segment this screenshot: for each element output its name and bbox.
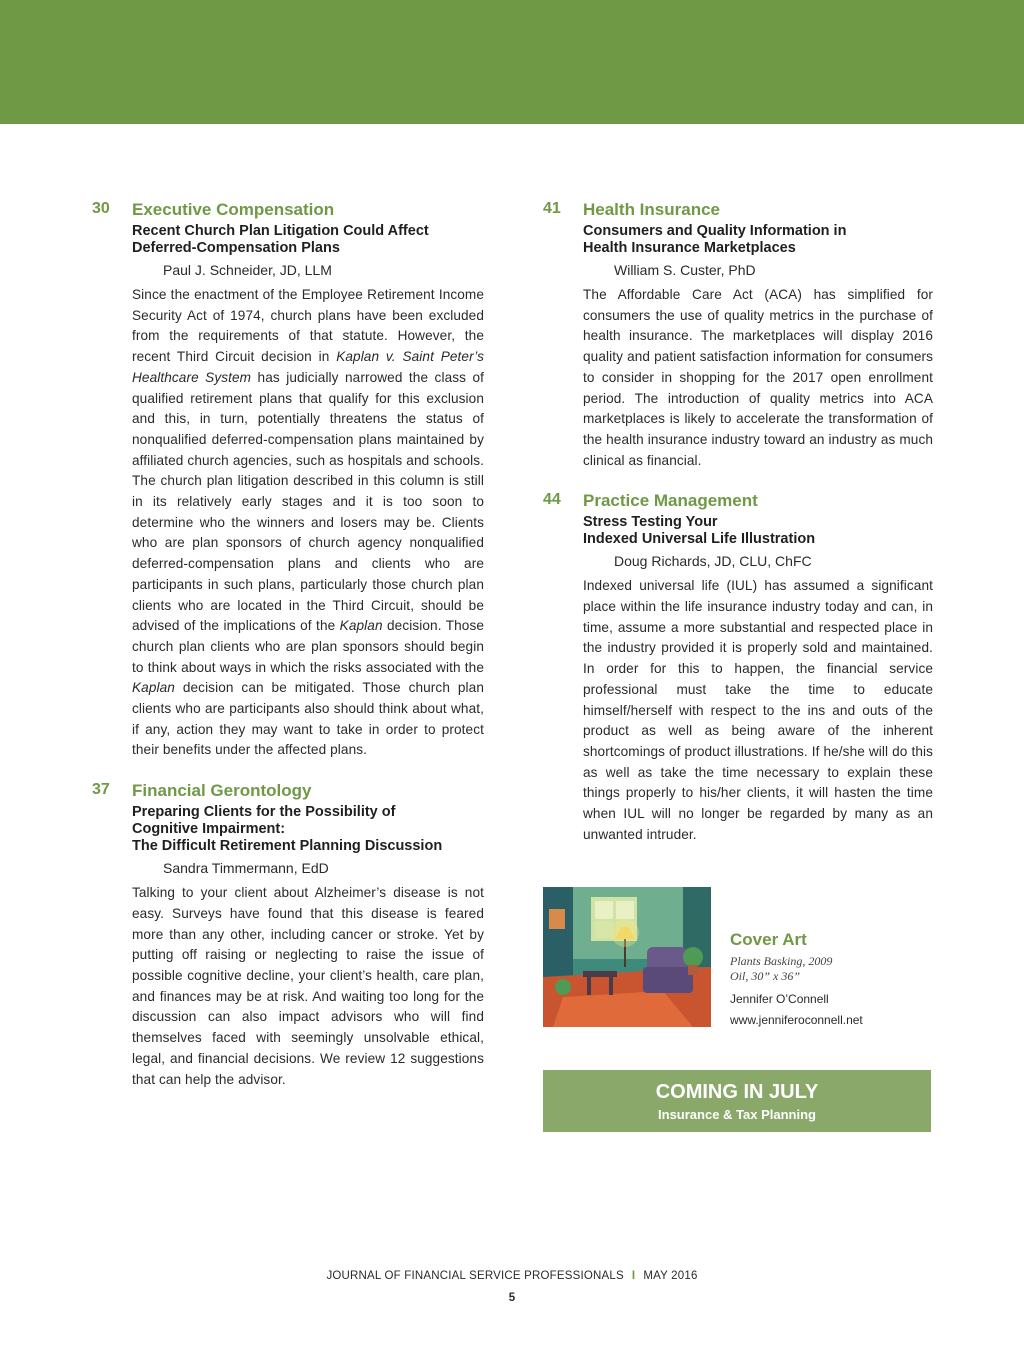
- case-name-short: Kaplan: [339, 618, 383, 634]
- article-author: Paul J. Schneider, JD, LLM: [163, 262, 332, 278]
- article-executive-compensation: [92, 198, 484, 761]
- right-column: [543, 198, 933, 845]
- article-title-line: Indexed Universal Life Illustration: [583, 531, 816, 548]
- article-page-number: 30: [92, 200, 110, 217]
- cover-art-section: [543, 887, 933, 1029]
- article-title: [132, 804, 484, 855]
- article-author: Doug Richards, JD, CLU, ChFC: [614, 553, 812, 570]
- painting-title: Plants Basking, 2009: [730, 954, 833, 968]
- page-number: 5: [508, 1292, 516, 1304]
- article-title: [583, 514, 933, 548]
- article-page-number: 41: [543, 200, 561, 217]
- article-author: William S. Custer, PhD: [614, 262, 756, 278]
- article-section-title: Health Insurance: [583, 200, 720, 219]
- article-financial-gerontology: [92, 779, 484, 1090]
- article-title-line: The Difficult Retirement Planning Discussion: [132, 838, 443, 855]
- coming-subtitle: Insurance & Tax Planning: [658, 1107, 816, 1122]
- journal-name: JOURNAL OF FINANCIAL SERVICE PROFESSIONALS: [326, 1270, 624, 1282]
- article-page-number: 44: [543, 491, 561, 509]
- article-section-title: Financial Gerontology: [132, 781, 312, 801]
- article-abstract: The Affordable Care Act (ACA) has simplified for consumers the use of quality metrics in the purchase of health insurance. The marketplaces will display 2016 quality and patient satisfaction information for consumers to consider in shopping for the 2017 open enrollment period. The introduction of quality metrics into ACA marketplaces is likely to accelerate the transformation of the health insurance industry toward an industry as much clinical as financial.: [583, 287, 933, 468]
- article-health-insurance: [543, 198, 933, 471]
- cover-painting-image: [543, 887, 711, 1027]
- painting-medium: Oil, 30” x 36”: [730, 969, 801, 983]
- left-column: [92, 198, 484, 1090]
- article-title-line: Recent Church Plan Litigation Could Affect: [132, 223, 429, 239]
- article-title: [583, 223, 933, 257]
- cover-art-heading: Cover Art: [730, 930, 807, 949]
- article-title-line: Consumers and Quality Information in: [583, 223, 847, 239]
- article-abstract: Talking to your client about Alzheimer’s disease is not easy. Surveys have found that this disease is feared more than any other, including cancer or stroke. Yet by putting off raising or neglecting to raise the issue of possible cognitive decline, your client’s health, care plan, and finances may be at risk. And waiting too long for the discussion can also impact advisors who will find themselves faced with seemingly unsolvable ethical, legal, and financial decisions. We review 12 suggestions that can help the advisor.: [132, 885, 484, 1087]
- article-section-title: Practice Management: [583, 491, 758, 511]
- painting-illustration: [543, 887, 711, 1027]
- page-footer: [0, 1270, 1024, 1282]
- cover-art-info: [730, 929, 930, 1031]
- article-abstract: [132, 285, 484, 761]
- case-name-short: Kaplan: [132, 680, 175, 696]
- footer-separator: I: [631, 1270, 636, 1282]
- case-name: Kaplan v. Saint Peter’s Healthcare System: [132, 349, 484, 385]
- article-title-line: Deferred-Compensation Plans: [132, 240, 340, 256]
- abstract-text: has judicially narrowed the class of qualified retirement plans that qualify for this exclusion and this, in turn, potentially threatens the status of nonqualified deferred-compensation plans maintained by affiliated church agencies, such as hospitals and schools. The church plan litigation described in this column is still in its relatively early stages and it is too soon to determine who the winners and losers may be. Clients who are plan sponsors of church agency nonqualified deferred-compensation plans and clients who are participants in such plans, particularly those church plan clients who are located in the Third Circuit, should be advised of the implications of the: [132, 369, 485, 634]
- article-author: Sandra Timmermann, EdD: [163, 860, 329, 877]
- artist-name: Jennifer O’Connell: [730, 992, 829, 1006]
- article-page-number: 37: [92, 781, 110, 799]
- article-title-line: Health Insurance Marketplaces: [583, 240, 796, 256]
- article-title-line: Preparing Clients for the Possibility of: [132, 804, 396, 821]
- artist-website-link[interactable]: www.jenniferoconnell.net: [730, 1013, 863, 1027]
- article-section-title: Executive Compensation: [132, 200, 335, 219]
- coming-title: COMING IN JULY: [655, 1081, 819, 1103]
- coming-next-issue-banner: [543, 1070, 931, 1132]
- article-practice-management: [543, 489, 933, 845]
- abstract-text: decision can be mitigated. Those church plan clients who are participants also should think about what, if any, action they may want to take in order to protect their benefits under the affected plans.: [132, 680, 484, 758]
- abstract-text: decision. Those church plan clients who are plan sponsors should begin to think about ways in which the risks associated with the: [132, 618, 485, 675]
- abstract-text: Since the enactment of the Employee Retirement Income Security Act of 1974, church plans have been excluded from the requirements of that statute. However, the recent Third Circuit decision in: [132, 287, 484, 365]
- header-band: [0, 0, 1024, 124]
- article-title: [132, 223, 484, 257]
- article-title-line: Stress Testing Your: [583, 514, 718, 531]
- article-abstract: Indexed universal life (IUL) has assumed a significant place within the life insurance industry today and can, in time, assume a more substantial and respected place in the industry provided it is properly sold and maintained. In order for this to happen, the financial service professional must take the time to educate himself/herself with respect to the ins and outs of the product as well as being aware of the inherent shortcomings of product illustrations. If he/she will do this as well as take the time necessary to explain these things properly to his/her clients, it will hasten the time when IUL will no longer be regarded by many as an unwanted intruder.: [583, 578, 933, 842]
- issue-date: MAY 2016: [643, 1270, 698, 1282]
- article-title-line: Cognitive Impairment:: [132, 821, 286, 838]
